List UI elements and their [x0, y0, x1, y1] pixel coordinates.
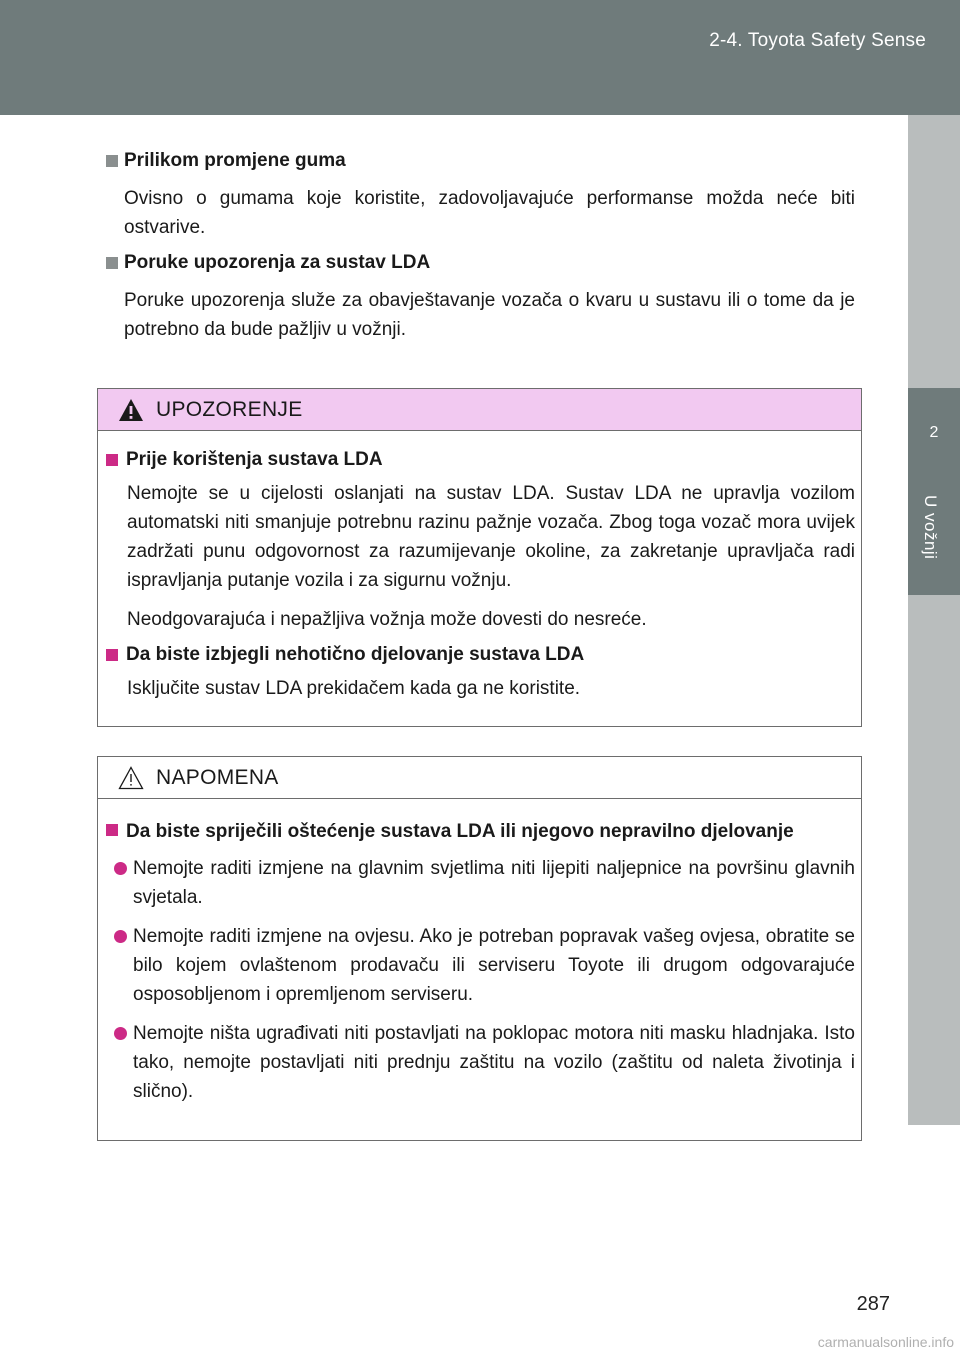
intro-paragraph-messages: Poruke upozorenja služe za obavještavanje vozača o kvaru u sustavu ili o tome da je potrebno da bude pažljiv u vožnji.: [124, 290, 855, 340]
square-bullet-icon: [106, 257, 118, 269]
intro-heading-messages: [100, 252, 855, 274]
warning-paragraph: Isključite sustav LDA prekidačem kada ga ne koristite.: [127, 678, 581, 699]
square-bullet-icon: [106, 454, 118, 466]
heading-text: Prilikom promjene guma: [124, 150, 346, 171]
bullet-text: Nemojte raditi izmjene na ovjesu. Ako je potreban popravak vašeg ovjesa, obratite se bilo kojem ovlaštenom prodavaču ili serviseru Toyote ili drugom odgovarajuće osposobljenom i opremljenom serviseru.: [133, 926, 855, 1005]
warning-paragraph: Neodgovarajuća i nepažljiva vožnja može dovesti do nesreće.: [127, 609, 647, 630]
note-body: [98, 799, 861, 1106]
note-header: [98, 757, 861, 799]
note-box: [97, 756, 862, 1141]
bullet-text: Nemojte ništa ugrađivati niti postavljati na poklopac motora niti masku hladnjaka. Isto tako, nemojte postavljati niti prednju zaštitu na vozilo (zaštitu od naleta životinja i slično).: [133, 1023, 855, 1102]
side-tab-active: [908, 388, 960, 595]
square-bullet-icon: [106, 649, 118, 661]
square-bullet-icon: [106, 824, 118, 836]
heading-text: Poruke upozorenja za sustav LDA: [124, 252, 431, 273]
note-bullet: [114, 1019, 855, 1106]
warning-heading-avoid: [102, 644, 855, 666]
note-bullet: [114, 854, 855, 912]
note-title: NAPOMENA: [156, 765, 279, 789]
warning-heading-before-use: [102, 449, 855, 471]
round-bullet-icon: [114, 862, 127, 875]
bullet-text: Nemojte raditi izmjene na glavnim svjetlima niti lijepiti naljepnice na površinu glavnih svjetala.: [133, 858, 855, 908]
round-bullet-icon: [114, 930, 127, 943]
warning-triangle-filled-icon: [118, 398, 144, 422]
heading-text: Da biste izbjegli nehotično djelovanje sustava LDA: [126, 644, 585, 665]
square-bullet-icon: [106, 155, 118, 167]
heading-text: Prije korištenja sustava LDA: [126, 449, 383, 470]
side-tab: [908, 115, 960, 1125]
warning-triangle-outline-icon: [118, 766, 144, 790]
page-number: 287: [856, 1293, 890, 1315]
section-title: 2-4. Toyota Safety Sense: [709, 30, 926, 51]
heading-text: Da biste spriječili oštećenje sustava LDA ili njegovo nepravilno djelovanje: [126, 821, 794, 842]
warning-header: [98, 389, 861, 431]
warning-box: [97, 388, 862, 727]
warning-title: UPOZORENJE: [156, 397, 303, 421]
round-bullet-icon: [114, 1027, 127, 1040]
warning-paragraph: Nemojte se u cijelosti oslanjati na sustav LDA. Sustav LDA ne upravlja vozilom automatski niti smanjuje potrebnu razinu pažnje vozača. Zbog toga vozač mora uvijek zadržati punu odgovornost za razumijevanje okoline, za zakretanje upravljača radi ispravljanja putanje vozila i za sigurnu vožnju.: [127, 483, 855, 591]
header-bar: [0, 0, 960, 115]
note-heading: [102, 817, 855, 846]
note-bullet: [114, 922, 855, 1009]
intro-content: [100, 150, 855, 354]
intro-paragraph-tires: Ovisno o gumama koje koristite, zadovoljavajuće performanse možda neće biti ostvarive.: [124, 188, 855, 238]
chapter-label: U vožnji: [921, 495, 940, 560]
warning-body: [98, 431, 861, 703]
chapter-number: 2: [929, 424, 939, 441]
watermark: carmanualsonline.info: [817, 1334, 954, 1350]
intro-heading-tires: [100, 150, 855, 172]
